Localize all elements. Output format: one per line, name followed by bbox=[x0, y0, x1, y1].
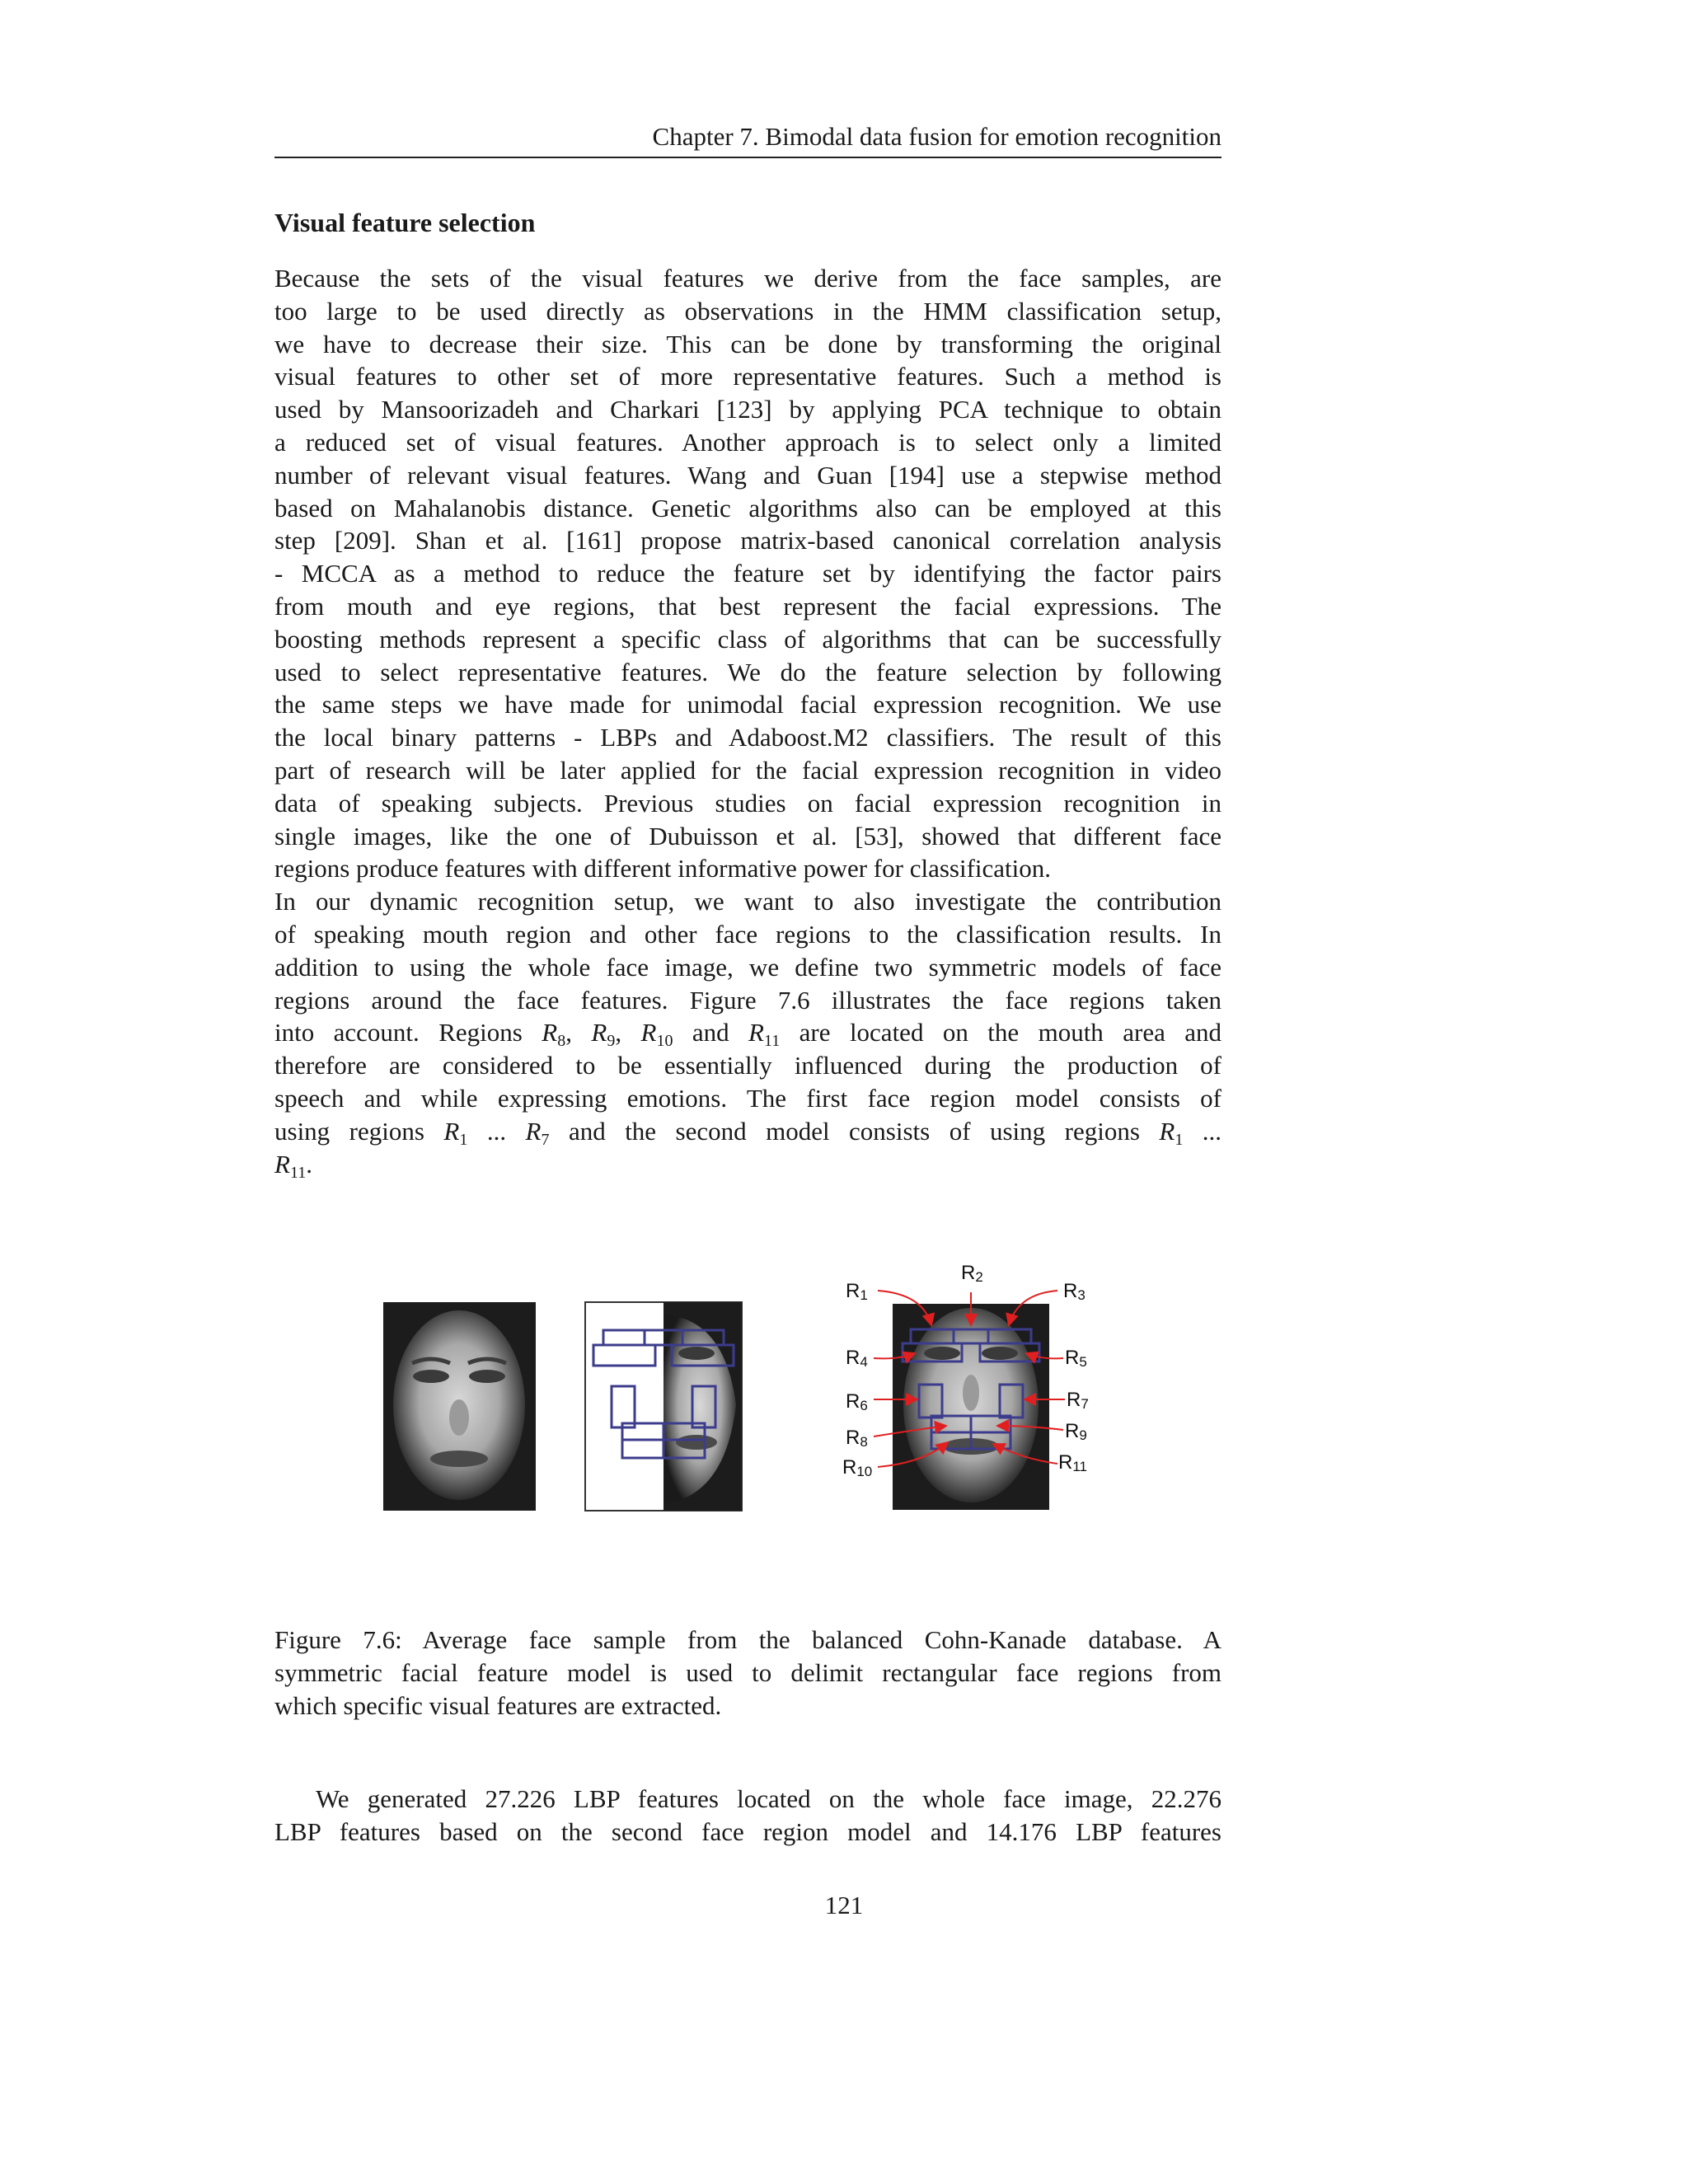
text-line: used by Mansoorizadeh and Charkari [123] by applying PCA technique to obtain bbox=[274, 395, 1221, 424]
text-line: of speaking mouth region and other face regions to the classification results. In bbox=[274, 919, 1221, 949]
body-text bbox=[274, 262, 1221, 1180]
running-head bbox=[274, 120, 1221, 158]
text-line: regions produce features with different informative power for classification. bbox=[274, 854, 1052, 883]
text-line: regions around the face features. Figure 7.6 illustrates the face regions taken bbox=[274, 985, 1221, 1015]
figure-7-6 bbox=[0, 1261, 1688, 1541]
text-line: addition to using the whole face image, we define two symmetric models of face bbox=[274, 952, 1221, 982]
text-line: LBP features based on the second face region model and 14.176 LBP features bbox=[274, 1816, 1221, 1846]
text-line: In our dynamic recognition setup, we want to also investigate the contribution bbox=[274, 887, 1221, 916]
label-r3: R3 bbox=[1063, 1280, 1085, 1303]
text-line: the same steps we have made for unimodal facial expression recognition. We use bbox=[274, 690, 1221, 719]
label-r6: R6 bbox=[846, 1390, 868, 1413]
text-line: We generated 27.226 LBP features located on the whole face image, 22.276 bbox=[316, 1784, 1221, 1813]
paragraph-2 bbox=[274, 885, 1221, 1180]
text-line: number of relevant visual features. Wang and Guan [194] use a stepwise method bbox=[274, 460, 1221, 490]
text-line: Because the sets of the visual features we derive from the face samples, are bbox=[274, 264, 1221, 293]
text-line: the local binary patterns - LBPs and Adaboost.M2 classifiers. The result of this bbox=[274, 723, 1221, 752]
label-r2: R2 bbox=[961, 1262, 983, 1285]
label-r9: R9 bbox=[1065, 1420, 1087, 1443]
text-line: too large to be used directly as observations in the HMM classification setup, bbox=[274, 296, 1221, 326]
label-r10: R10 bbox=[842, 1456, 873, 1479]
text-line: step [209]. Shan et al. [161] propose matrix-based canonical correlation analysis bbox=[274, 526, 1221, 555]
half-face-model bbox=[585, 1302, 742, 1511]
text-line: $R_{11}$. bbox=[274, 1149, 312, 1182]
text-line: single images, like the one of Dubuisson et al. [53], showed that different face bbox=[274, 821, 1221, 851]
label-r11: R11 bbox=[1058, 1451, 1087, 1474]
text-line: data of speaking subjects. Previous studies on facial expression recognition in bbox=[274, 788, 1221, 818]
section-heading: Visual feature selection bbox=[274, 208, 536, 237]
text-line: used to select representative features. We do the feature selection by following bbox=[274, 657, 1221, 687]
text-line: therefore are considered to be essentially influenced during the production of bbox=[274, 1051, 1221, 1080]
text-line: from mouth and eye regions, that best represent the facial expressions. The bbox=[274, 591, 1221, 621]
labeled-face-model bbox=[874, 1291, 1065, 1510]
caption-line: which specific visual features are extracted. bbox=[274, 1690, 722, 1720]
text-line: - MCCA as a method to reduce the feature set by identifying the factor pairs bbox=[274, 559, 1221, 588]
label-r1: R1 bbox=[846, 1280, 868, 1303]
text-line: visual features to other set of more representative features. Such a method is bbox=[274, 362, 1221, 391]
label-r7: R7 bbox=[1067, 1389, 1089, 1412]
text-line: we have to decrease their size. This can be done by transforming the original bbox=[274, 329, 1221, 359]
label-r5: R5 bbox=[1065, 1347, 1087, 1370]
figure-face-regions bbox=[0, 1261, 1688, 1541]
paragraph-1 bbox=[274, 262, 1221, 885]
text-line: part of research will be later applied for the facial expression recognition in video bbox=[274, 755, 1221, 785]
average-face-image bbox=[383, 1302, 536, 1511]
text-line: speech and while expressing emotions. The first face region model consists of bbox=[274, 1083, 1221, 1113]
page-number: 121 bbox=[824, 1891, 864, 1919]
label-r4: R4 bbox=[846, 1347, 868, 1370]
caption-line: Figure 7.6: Average face sample from the balanced Cohn-Kanade database. A bbox=[274, 1625, 1221, 1654]
text-line: based on Mahalanobis distance. Genetic algorithms also can be employed at this bbox=[274, 493, 1221, 523]
running-title: Chapter 7. Bimodal data fusion for emotion recognition bbox=[652, 122, 1221, 151]
text-line: using regions $R_1$ ... $R_7$ and the second model consists of using regions $R_1$ ... bbox=[274, 1116, 1222, 1149]
text-line: into account. Regions $R_8$, $R_9$, $R_{10}$ and $R_{11}$ are located on the mouth area and bbox=[274, 1018, 1222, 1051]
text-line: boosting methods represent a specific class of algorithms that can be successfully bbox=[274, 624, 1221, 654]
figure-caption bbox=[274, 1624, 1221, 1722]
paragraph-3 bbox=[274, 1783, 1221, 1849]
label-r8: R8 bbox=[846, 1427, 868, 1450]
caption-line: symmetric facial feature model is used to delimit rectangular face regions from bbox=[274, 1657, 1221, 1687]
text-line: a reduced set of visual features. Another approach is to select only a limited bbox=[274, 427, 1221, 457]
